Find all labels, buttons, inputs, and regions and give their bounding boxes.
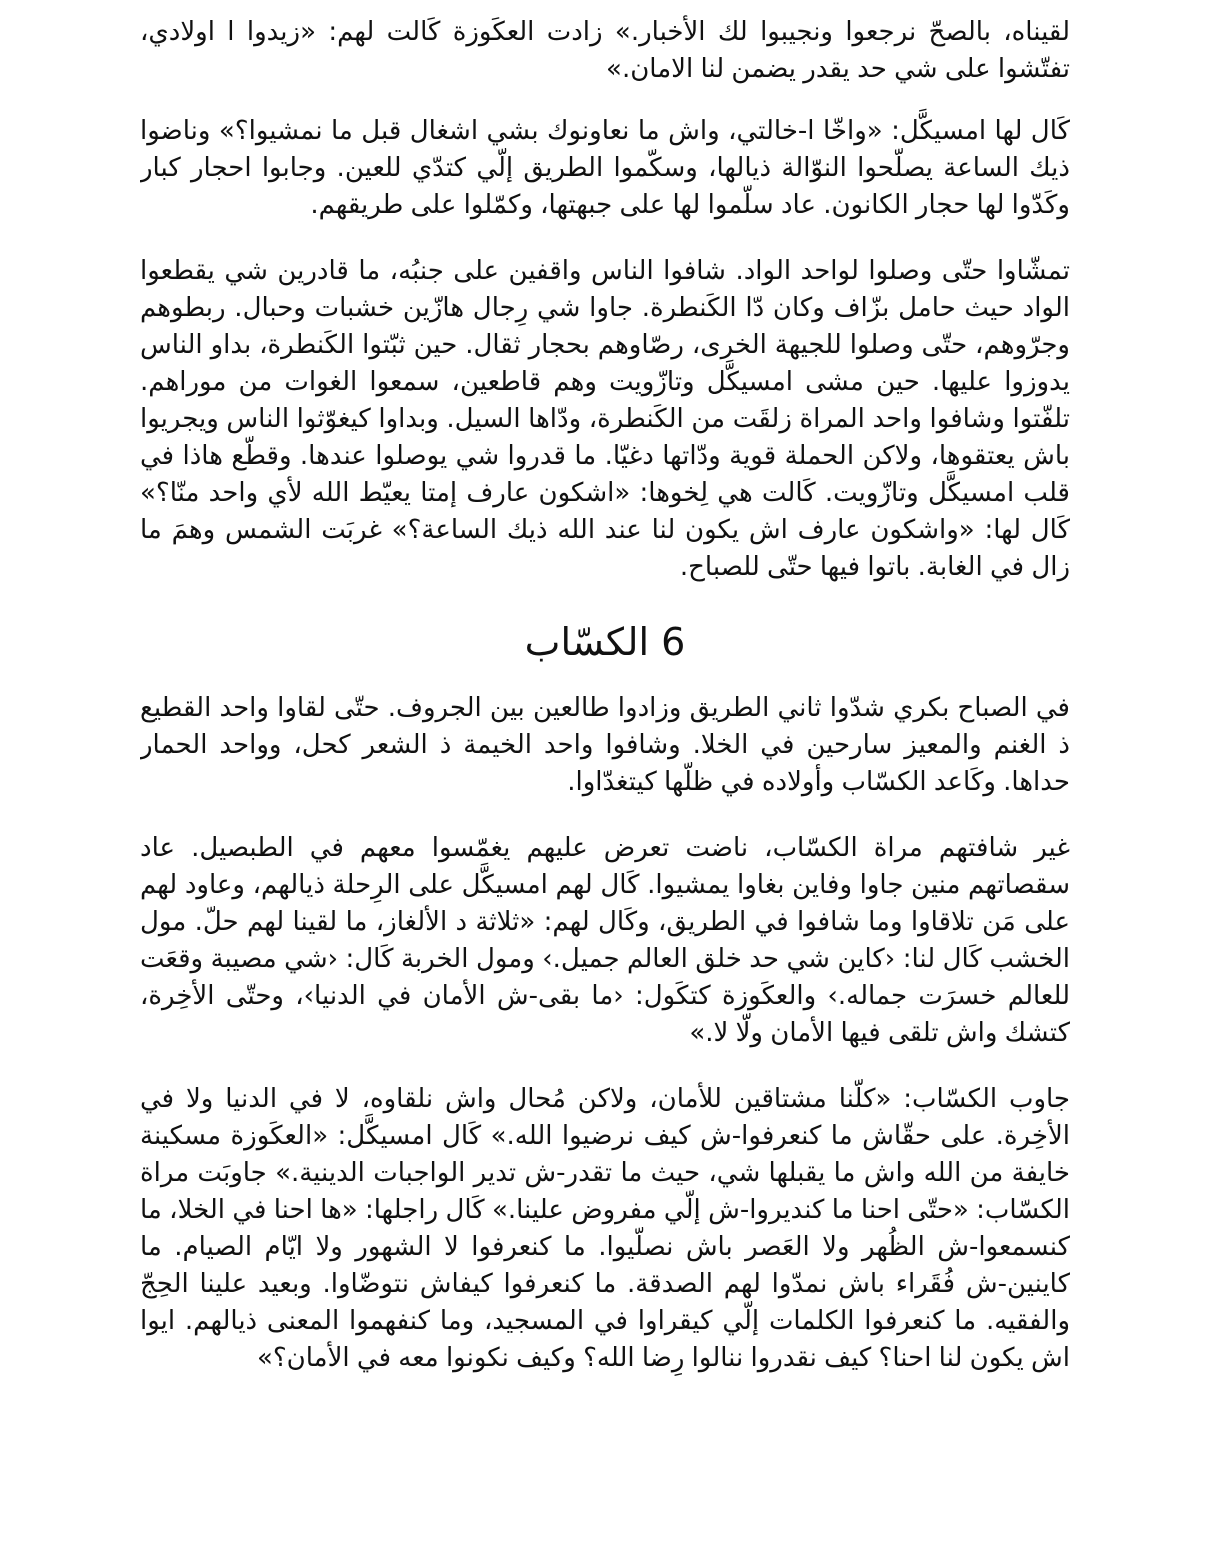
document-page xyxy=(140,14,1070,1540)
paragraph-spacer xyxy=(140,224,1070,253)
paragraph-spacer xyxy=(140,88,1070,113)
paragraph-2: كَال لها امسيكَّل: «واخّا ا-خالتي، واش ما نعاونوك بشي اشغال قبل ما نمشيوا؟» وناضوا ذيك الساعة يصلّحوا النوّالة ذيالها، وسكّموا الطريق إلّي كتدّي للعين. وجابوا احجار كبار وكَدّوا لها حجار الكانون. عاد سلّموا لها على جبهتها، وكمّلوا على طريقهم. xyxy=(140,116,1070,220)
paragraph-spacer xyxy=(140,801,1070,830)
paragraph-6: جاوب الكسّاب: «كلّنا مشتاقين للأمان، ولاكن مُحال واش نلقاوه، لا في الدنيا ولا في الأخِرة. على حقّاش ما كنعرفوا-ش كيف نرضيوا الله.» كَال امسيكَّل: «العكَوزة مسكينة خايفة من الله واش ما يقبلها شي، حيث ما تقدر-ش تدير الواجبات الدينية.» جاوبَت مراة الكسّاب: «حتّى احنا ما كنديروا-ش إلّي مفروض علينا.» كَال راجلها: «ها احنا في الخلا، ما كنسمعوا-ش الظُهر ولا العَصر باش نصلّيوا. ما كنعرفوا لا الشهور ولا ايّام الصيام. ما كاينين-ش فُقَراء باش نمدّوا لهم الصدقة. ما كنعرفوا كيفاش نتوضّاوا. وبعيد علينا الحِجّ والفقيه. ما كنعرفوا الكلمات إلّي كيقراوا في المسجيد، وما كنفهموا المعنى ذيالهم. ايوا اش يكون لنا احنا؟ كيف نقدروا ننالوا رِضا الله؟ وكيف نكونوا معه في الأمان؟» xyxy=(140,1084,1070,1373)
chapter-title: 6 الكسّاب xyxy=(524,620,686,664)
paragraph-1: لقيناه، بالصحّ نرجعوا ونجيبوا لك الأخبار.» زادت العكَوزة كَالت لهم: «زيدوا ا اولادي، تفتّشوا على شي حد يقدر يضمن لنا الامان.» xyxy=(140,17,1070,84)
paragraph-3: تمشّاوا حتّى وصلوا لواحد الواد. شافوا الناس واقفين على جنبُه، ما قادرين شي يقطعوا الواد حيث حامل بزّاف وكان دّا الكَنطرة. جاوا شي رِجال هازّين خشبات وحبال. ربطوهم وجرّوهم، حتّى وصلوا للجيهة الخرى، رصّاوهم بحجار ثقال. حين ثبّتوا الكَنطرة، بداو الناس يدوزوا عليها. حين مشى امسيكَّل وتازّويت وهم قاطعين، سمعوا الغوات من موراهم. تلفّتوا وشافوا واحد المراة زلقَت من الكَنطرة، ودّاها السيل. وبداوا كيغوّثوا الناس ويجريوا باش يعتقوها، ولاكن الحملة قوية ودّاتها دغيّا. ما قدروا شي يوصلوا عندها. وقطّع هاذا في قلب امسيكَّل وتازّويت. كَالت هي لِخوها: «اشكون عارف إمتا يعيّط الله لأي واحد منّا؟» كَال لها: «واشكون عارف اش يكون لنا عند الله ذيك الساعة؟» غربَت الشمس وهمَ ما زال في الغابة. باتوا فيها حتّى للصباح. xyxy=(140,256,1070,582)
paragraph-5: غير شافتهم مراة الكسّاب، ناضت تعرض عليهم يغمّسوا معهم في الطبصيل. عاد سقصاتهم منين جاوا وفاين بغاوا يمشيوا. كَال لهم امسيكَّل على الرِحلة ذيالهم، وعاود لهم على مَن تلاقاوا وما شافوا في الطريق، وكَال لهم: «ثلاثة د الألغاز، ما لقينا لهم حلّ. مول الخشب كَال لنا: ‹كاين شي حد خلق العالم جميل.› ومول الخربة كَال: ‹شي مصيبة وقعَت للعالم خسرَت جماله.› والعكَوزة كتكَول: ‹ما بقى-ش الأمان في الدنيا›، وحتّى الأخِرة، كتشك واش تلقى فيها الأمان ولّا لا.» xyxy=(140,833,1070,1048)
paragraph-spacer xyxy=(140,1052,1070,1081)
paragraph-4: في الصباح بكري شدّوا ثاني الطريق وزادوا طالعين بين الجروف. حتّى لقاوا واحد القطيع ذ الغنم والمعيز سارحين في الخلا. وشافوا واحد الخيمة ذ الشعر كحل، وواحد الحمار حداها. وكَاعد الكسّاب وأولاده في ظلّها كيتغدّاوا. xyxy=(140,693,1070,797)
